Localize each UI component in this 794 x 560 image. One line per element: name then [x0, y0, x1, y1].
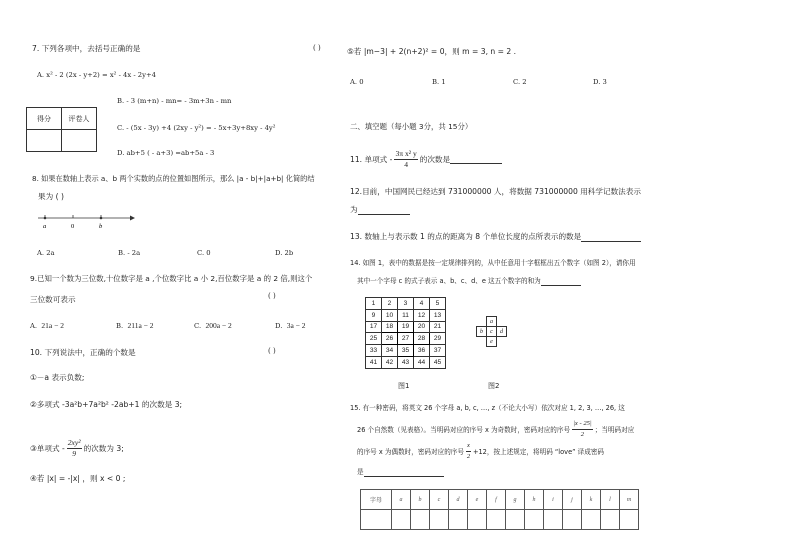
code-cell: [449, 510, 468, 530]
q14-line1: 14. 如图 1，表中的数据是按一定规律排列的，从中任意用十字框框出五个数字（如图 2），请你用: [350, 259, 636, 267]
code-cell: [392, 510, 411, 530]
grid-cell: 20: [414, 321, 430, 333]
figure1-caption: 图1: [398, 382, 410, 390]
grid-cell: 44: [414, 356, 430, 368]
q11: 11. 单项式 - 3π x² y 4 的次数是: [350, 149, 502, 170]
grid-cell-framed: 26: [382, 333, 398, 345]
q9-option-b: B. 211a − 2: [116, 321, 154, 330]
q8-option-a: A. 2a: [37, 249, 55, 257]
grid-cell: 4: [414, 298, 430, 310]
q7-option-a: A. x² - 2 (2x - y+2) = x² - 4x - 2y+4: [37, 71, 156, 79]
grid-cell: 1: [366, 298, 382, 310]
q8-stem: 8. 如果在数轴上表示 a、b 两个实数的点的位置如图所示，那么 |a - b|+|a+b| 化简的结: [32, 174, 315, 183]
grid-cell: 36: [414, 345, 430, 357]
q7-stem: 7. 下列各项中，去括号正确的是: [32, 44, 141, 53]
letter-cell: l: [601, 490, 620, 510]
q7-answer-paren: ( ): [313, 44, 321, 52]
grid-cell: 17: [366, 321, 382, 333]
figure1-number-grid: [365, 297, 446, 369]
code-cell: [544, 510, 563, 530]
grader-label: 评卷人: [62, 108, 97, 130]
q15-letter-table: [360, 489, 639, 530]
q9-answer-paren: ( ): [268, 292, 276, 300]
grid-cell: 42: [382, 356, 398, 368]
letter-cell: g: [506, 490, 525, 510]
grid-cell: 11: [398, 309, 414, 321]
cross-cell-b: b: [477, 327, 487, 337]
grid-cell: 34: [382, 345, 398, 357]
score-label: 得分: [27, 108, 62, 130]
grid-cell-framed: 27: [398, 333, 414, 345]
letter-cell: d: [449, 490, 468, 510]
code-cell: [563, 510, 582, 530]
grid-cell: 45: [430, 356, 446, 368]
q8-option-c: C. 0: [197, 249, 211, 257]
q12-line1: 12.目前，中国网民已经达到 731000000 人，将数据 731000000 用科学记数法表示: [350, 187, 641, 196]
q10-statement-4: ④若 |x| = -|x| ，则 x < 0 ;: [30, 474, 126, 483]
code-cell: [430, 510, 449, 530]
q7-option-c: C. - (5x - 3y) +4 (2xy - y²) = - 5x+3y+8xy - 4y²: [117, 124, 276, 132]
q9-stem-line2: 三位数可表示: [30, 295, 76, 304]
letter-cell: m: [620, 490, 639, 510]
letter-cell: k: [582, 490, 601, 510]
figure2-cross-frame: [476, 316, 507, 347]
q7-option-b: B. - 3 (m+n) - mn= - 3m+3n - mn: [117, 97, 232, 105]
q10-stem: 10. 下列说法中，正确的个数是: [30, 348, 136, 357]
q12-answer-blank[interactable]: [358, 206, 410, 215]
grid-cell: 13: [430, 309, 446, 321]
q10-option-a: A. 0: [350, 78, 364, 86]
axis-label-a: a: [43, 223, 47, 230]
score-cell: [27, 130, 62, 152]
q13: 13. 数轴上与表示数 1 的点的距离为 8 个单位长度的点所表示的数是: [350, 232, 641, 242]
grid-cell-framed: 35: [398, 345, 414, 357]
letter-table-header: 字母: [361, 490, 392, 510]
cross-empty: [477, 317, 487, 327]
q10-statement-3: ③单项式 - 2xy² 9 的次数为 3;: [30, 438, 124, 458]
code-cell: [525, 510, 544, 530]
letter-cell: a: [392, 490, 411, 510]
q10-option-b: B. 1: [432, 78, 446, 86]
q10-statement-2: ②多项式 -3a²b+7a²b² -2ab+1 的次数是 3;: [30, 400, 183, 409]
q15-line1: 15. 有一种密码，将英文 26 个字母 a, b, c, …, z（不论大小写）依次对应 1, 2, 3, …, 26, 这: [350, 404, 625, 412]
cross-empty: [497, 317, 507, 327]
axis-label-b: b: [99, 223, 103, 230]
grid-cell-framed: 19: [398, 321, 414, 333]
cross-empty: [477, 337, 487, 347]
code-cell: [582, 510, 601, 530]
section-2-heading: 二、填空题（每小题 3分，共 15分）: [350, 122, 473, 131]
letter-cell: e: [468, 490, 487, 510]
q8-option-d: D. 2b: [275, 249, 294, 257]
q10-statement-1: ①－a 表示负数;: [30, 373, 85, 382]
grid-cell: 25: [366, 333, 382, 345]
q10-option-d: D. 3: [593, 78, 607, 86]
letter-table-empty: [361, 510, 392, 530]
q8-stem-line2: 果为 ( ): [38, 192, 64, 201]
letter-cell: i: [544, 490, 563, 510]
q10-statement-5: ⑤若 |m−3| + 2(n+2)² = 0，则 m = 3, n = 2 .: [347, 47, 517, 56]
q12-line2: 为: [350, 205, 410, 215]
q9-option-a: A. 21a − 2: [30, 321, 64, 330]
cross-cell-c: c: [487, 327, 497, 337]
code-cell: [506, 510, 525, 530]
score-table: [26, 107, 97, 152]
cross-cell-d: d: [497, 327, 507, 337]
cross-cell-e: e: [487, 337, 497, 347]
q11-answer-blank[interactable]: [450, 155, 502, 164]
q9-option-c: C. 200a − 2: [194, 321, 232, 330]
figure2-caption: 图2: [488, 382, 500, 390]
grid-cell: 21: [430, 321, 446, 333]
letter-cell: f: [487, 490, 506, 510]
q9-stem: 9.已知一个数为三位数,十位数字是 a ,个位数字比 a 小 2,百位数字是 a 的 2 倍,则这个: [30, 274, 313, 283]
grid-cell: 9: [366, 309, 382, 321]
grid-cell: 33: [366, 345, 382, 357]
grid-cell: 41: [366, 356, 382, 368]
letter-cell: c: [430, 490, 449, 510]
q15-line4: 是: [357, 467, 444, 477]
grid-cell: 3: [398, 298, 414, 310]
grid-cell: 29: [430, 333, 446, 345]
grid-cell: 2: [382, 298, 398, 310]
q10-answer-paren: ( ): [268, 347, 276, 355]
q8-option-b: B. - 2a: [118, 249, 141, 257]
code-cell: [620, 510, 639, 530]
grid-cell: 5: [430, 298, 446, 310]
letter-cell: h: [525, 490, 544, 510]
code-cell: [411, 510, 430, 530]
letter-cell: j: [563, 490, 582, 510]
number-line-figure: [36, 210, 136, 232]
q14-answer-blank[interactable]: [541, 277, 581, 286]
grid-cell-framed: 18: [382, 321, 398, 333]
q10-option-c: C. 2: [513, 78, 527, 86]
code-cell: [487, 510, 506, 530]
q14-line2: 其中一个字母 c 的式子表示 a、b、c、d、e 这五个数字的和为: [357, 276, 581, 286]
code-cell: [601, 510, 620, 530]
q15-line3: 的序号 x 为偶数时，密码对应的序号 x 2 +12，按上述规定，将明码 “love” 译成密码: [357, 442, 605, 460]
grid-cell: 10: [382, 309, 398, 321]
cross-empty: [497, 337, 507, 347]
grid-cell: 12: [414, 309, 430, 321]
cross-cell-a: a: [487, 317, 497, 327]
q15-answer-blank[interactable]: [364, 468, 444, 477]
letter-cell: b: [411, 490, 430, 510]
grid-cell: 43: [398, 356, 414, 368]
q13-answer-blank[interactable]: [581, 233, 641, 242]
grid-cell: 37: [430, 345, 446, 357]
axis-label-zero: 0: [71, 223, 75, 230]
grader-cell: [62, 130, 97, 152]
grid-cell-framed: 28: [414, 333, 430, 345]
q7-option-d: D. ab+5 ( - a+3) =ab+5a - 3: [117, 149, 215, 157]
code-cell: [468, 510, 487, 530]
q15-line2: 26 个自然数（见表格）。当明码对应的序号 x 为奇数时，密码对应的序号 |x - 25| 2 ；当明码对应: [357, 420, 635, 438]
q9-option-d: D. 3a − 2: [275, 321, 306, 330]
